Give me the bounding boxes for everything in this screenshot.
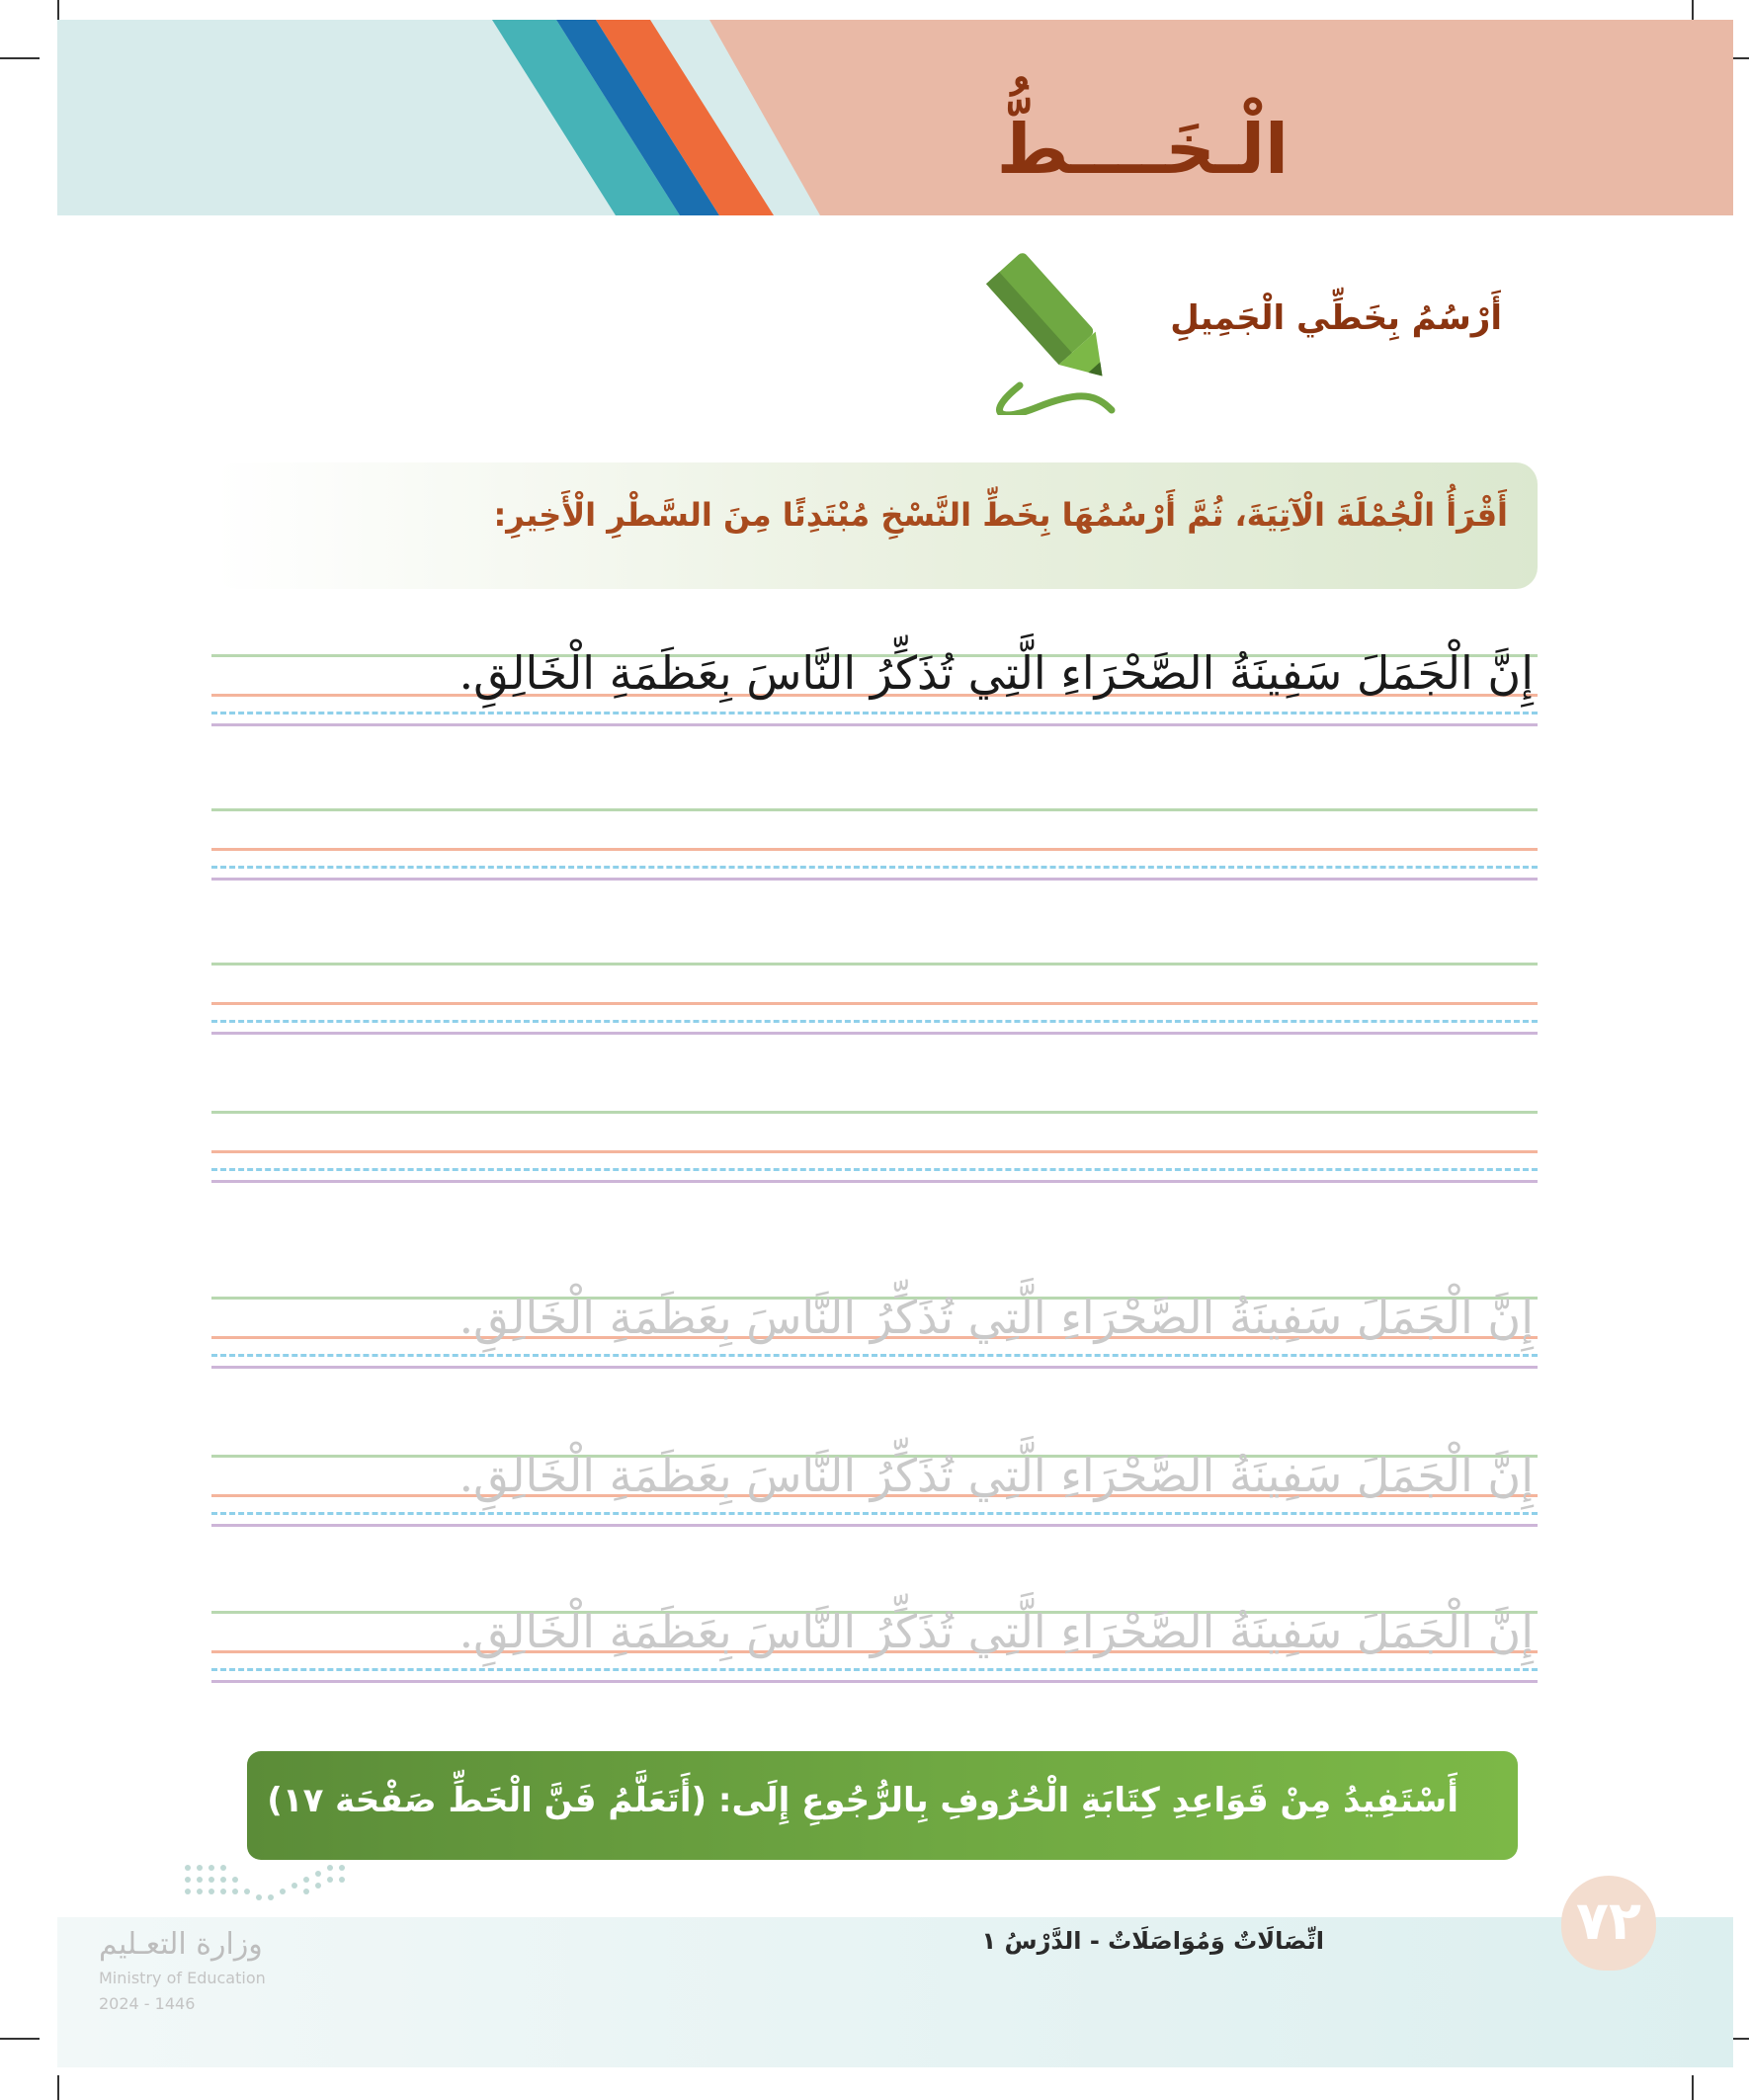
ministry-year: 2024 - 1446 bbox=[99, 1994, 196, 2013]
header-stripes bbox=[57, 20, 1733, 215]
writing-line-blank[interactable] bbox=[211, 1111, 1538, 1190]
tip-text: أَسْتَفِيدُ مِنْ قَوَاعِدِ كِتَابَةِ الْحُرُوفِ بِالرُّجُوعِ إِلَى: (أَتَعَلَّمُ فَنَّ الْخَطِّ صَفْحَة ١٧) bbox=[267, 1781, 1458, 1820]
writing-line-trace[interactable] bbox=[211, 1291, 1538, 1376]
writing-line-model bbox=[211, 646, 1538, 733]
pencil-icon bbox=[978, 237, 1136, 415]
lesson-label: اتِّصَالَاتٌ وَمُوَاصَلَاتٌ - الدَّرْسُ ١ bbox=[981, 1927, 1324, 1955]
instruction-text: أَقْرَأُ الْجُمْلَةَ الْآتِيَةَ، ثُمَّ أَرْسُمُهَا بِخَطِّ النَّسْخِ مُبْتَدِئًا مِنَ السَّطْرِ الْأَخِيرِ: bbox=[493, 496, 1508, 534]
crop-mark bbox=[57, 0, 59, 20]
writing-line-trace[interactable] bbox=[211, 1449, 1538, 1534]
tip-banner bbox=[247, 1751, 1518, 1860]
trace-sentence: إِنَّ الْجَمَلَ سَفِينَةُ الصَّحْرَاءِ الَّتِي تُذَكِّرُ النَّاسَ بِعَظَمَةِ الْخَالِقِ. bbox=[458, 1449, 1534, 1502]
page-number: ٧٢ bbox=[1576, 1890, 1641, 1952]
trace-sentence: إِنَّ الْجَمَلَ سَفِينَةُ الصَّحْرَاءِ الَّتِي تُذَكِّرُ النَّاسَ بِعَظَمَةِ الْخَالِقِ. bbox=[458, 1291, 1534, 1344]
page-header bbox=[57, 20, 1733, 215]
crop-mark bbox=[57, 2075, 59, 2100]
crop-mark bbox=[1692, 0, 1694, 20]
crop-mark bbox=[0, 57, 40, 59]
ministry-name-arabic: وزارة التعـليم bbox=[99, 1927, 263, 1962]
crop-mark bbox=[0, 2038, 40, 2040]
writing-line-blank[interactable] bbox=[211, 808, 1538, 887]
page-title: الْـخَــــطُّ bbox=[996, 109, 1289, 190]
model-sentence: إِنَّ الْجَمَلَ سَفِينَةُ الصَّحْرَاءِ الَّتِي تُذَكِّرُ النَّاسَ بِعَظَمَةِ الْخَالِقِ. bbox=[458, 646, 1534, 700]
crop-mark bbox=[1692, 2075, 1694, 2100]
page-number-badge bbox=[1561, 1876, 1656, 1971]
ministry-logo-icon bbox=[178, 1858, 356, 1917]
section-label: أَرْسُمُ بِخَطِّي الْجَمِيلِ bbox=[1170, 298, 1502, 338]
writing-line-trace[interactable] bbox=[211, 1605, 1538, 1690]
ministry-name-english: Ministry of Education bbox=[99, 1969, 266, 1987]
writing-line-blank[interactable] bbox=[211, 963, 1538, 1042]
footer-band bbox=[57, 1917, 1733, 2067]
instruction-box bbox=[215, 462, 1538, 589]
trace-sentence: إِنَّ الْجَمَلَ سَفِينَةُ الصَّحْرَاءِ الَّتِي تُذَكِّرُ النَّاسَ بِعَظَمَةِ الْخَالِقِ. bbox=[458, 1605, 1534, 1658]
